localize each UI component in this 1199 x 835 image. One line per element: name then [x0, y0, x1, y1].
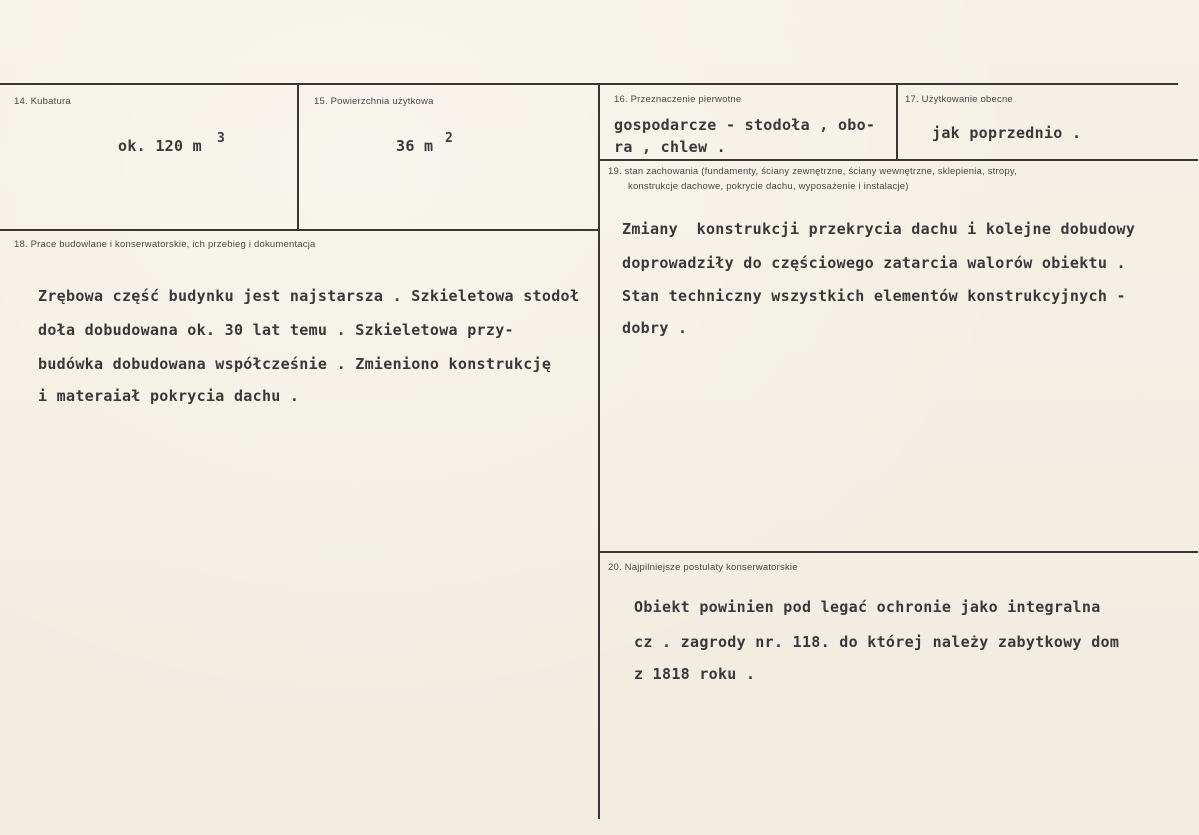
rule-above-18	[0, 229, 600, 231]
field-18-line: i materaiał pokrycia dachu .	[38, 387, 300, 405]
divider-14-15	[297, 84, 299, 230]
field-18-line: doła dobudowana ok. 30 lat temu . Szkieletowa przy-	[38, 321, 514, 339]
field-20-line: z 1818 roku .	[634, 665, 756, 683]
field-19-line: dobry .	[622, 319, 688, 337]
field-19-line: Stan techniczny wszystkich elementów konstrukcyjnych -	[622, 287, 1126, 305]
rule-above-20	[598, 551, 1198, 553]
field-15-label: 15. Powierzchnia użytkowa	[314, 96, 434, 107]
field-20-line: Obiekt powinien pod legać ochronie jako integralna	[634, 598, 1101, 616]
field-16-label: 16. Przeznaczenie pierwotne	[614, 94, 742, 105]
field-20-line: cz . zagrody nr. 118. do której należy zabytkowy dom	[634, 633, 1120, 651]
field-14-label: 14. Kubatura	[14, 96, 71, 107]
field-16-line: gospodarcze - stodoła , obo-	[614, 116, 876, 134]
field-15-value: 36 m	[396, 137, 434, 155]
field-18-label: 18. Prace budowlane i konserwatorskie, ich przebieg i dokumentacja	[14, 239, 316, 250]
field-18-line: Zrębowa część budynku jest najstarsza . Szkieletowa stodoł	[38, 287, 580, 305]
main-vertical-divider	[598, 84, 600, 819]
field-17-label: 17. Użytkowanie obecne	[905, 94, 1013, 105]
field-20-label: 20. Najpilniejsze postulaty konserwatorskie	[608, 562, 798, 573]
rule-below-16-17	[598, 159, 1198, 161]
field-19-label: konstrukcje dachowe, pokrycie dachu, wyposażenie i instalacje)	[628, 181, 909, 192]
field-18-line: budówka dobudowana współcześnie . Zmieniono konstrukcję	[38, 355, 552, 373]
field-19-label: 19. stan zachowania (fundamenty, ściany zewnętrzne, ściany wewnętrzne, sklepienia, stropy,	[608, 166, 1017, 177]
field-14-superscript: 3	[217, 131, 225, 146]
field-14-value: ok. 120 m	[118, 137, 202, 155]
field-16-line: ra , chlew .	[614, 138, 726, 156]
top-rule	[0, 83, 1178, 85]
field-17-value: jak poprzednio .	[932, 124, 1082, 142]
field-19-line: doprowadziły do częściowego zatarcia walorów obiektu .	[622, 254, 1126, 272]
field-19-line: Zmiany konstrukcji przekrycia dachu i kolejne dobudowy	[622, 220, 1136, 238]
divider-16-17	[896, 84, 898, 160]
field-15-superscript: 2	[445, 131, 453, 146]
